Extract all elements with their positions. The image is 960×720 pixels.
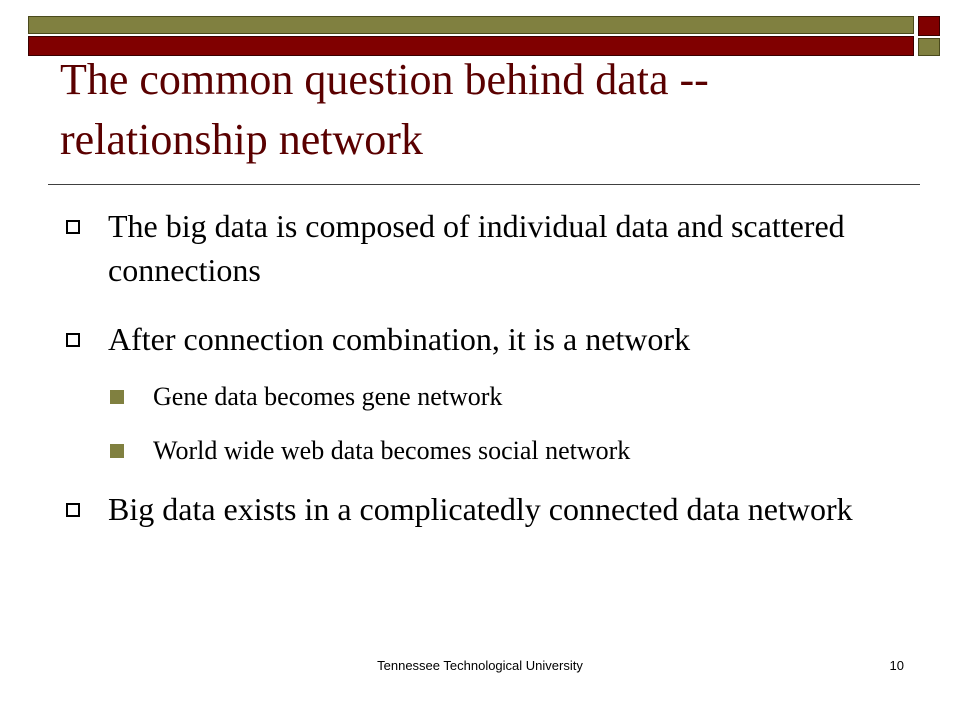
filled-square-bullet-icon <box>110 444 124 458</box>
slide-title: The common question behind data -- relationship network <box>60 55 709 164</box>
hollow-square-bullet-icon <box>66 220 80 234</box>
bullet-text: After connection combination, it is a network <box>108 321 691 357</box>
page-number: 10 <box>889 658 904 673</box>
hollow-square-bullet-icon <box>66 503 80 517</box>
slide-footer: Tennessee Technological University <box>377 658 583 673</box>
bullet-text: The big data is composed of individual data and scattered connections <box>108 208 845 288</box>
bullet-text: Big data exists in a complicatedly connected data network <box>108 491 853 527</box>
sub-bullet-text: Gene data becomes gene network <box>153 382 503 411</box>
hollow-square-bullet-icon <box>66 333 80 347</box>
sub-bullet-text: World wide web data becomes social network <box>153 436 631 465</box>
filled-square-bullet-icon <box>110 390 124 404</box>
